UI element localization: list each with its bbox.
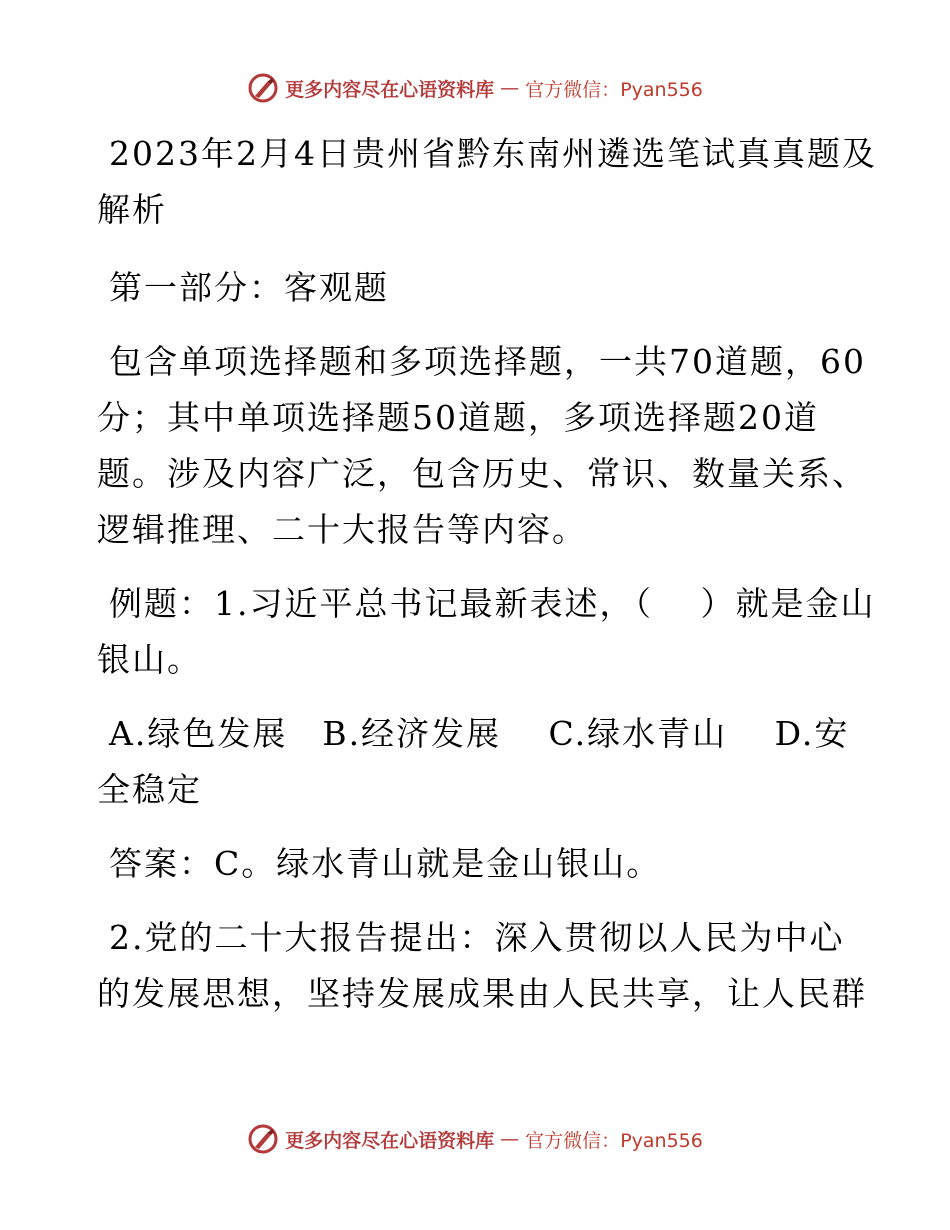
watermark-brand: 更多内容尽在心语资料库: [285, 78, 495, 101]
section-heading: 第一部分：客观题: [109, 268, 389, 307]
question-2: 2.党的二十大报告提出：深入贯彻以人民为中心的发展思想，坚持发展成果由人民共享，让人民群: [97, 918, 867, 1013]
watermark-contact-id: Pyan556: [620, 78, 703, 101]
document-body: [97, 126, 877, 1040]
watermark-dash: —: [500, 1128, 520, 1150]
watermark-contact-label: 官方微信：: [525, 1129, 621, 1152]
intro-paragraph: 包含单项选择题和多项选择题，一共70道题，60分；其中单项选择题50道题，多项选择题20道题。涉及内容广泛，包含历史、常识、数量关系、逻辑推理、二十大报告等内容。: [97, 342, 867, 549]
watermark-dash: —: [500, 77, 520, 99]
question-1-options: A.绿色发展 B.经济发展 C.绿水青山 D.安全稳定: [97, 714, 850, 809]
watermark-contact: [525, 75, 703, 102]
question-1: 例题：1.习近平总书记最新表述，（ ）就是金山银山。: [97, 584, 876, 679]
watermark-brand: 更多内容尽在心语资料库: [285, 1129, 495, 1152]
header-watermark: [0, 72, 950, 104]
watermark-contact-id: Pyan556: [620, 1129, 703, 1152]
footer-watermark: [0, 1123, 950, 1155]
question-1-answer: 答案：C。绿水青山就是金山银山。: [109, 844, 662, 883]
pen-logo-icon: [247, 72, 279, 104]
watermark-contact-label: 官方微信：: [525, 78, 621, 101]
pen-logo-icon: [247, 1123, 279, 1155]
watermark-contact: [525, 1126, 703, 1153]
document-title: 2023年2月4日贵州省黔东南州遴选笔试真真题及解析: [97, 134, 877, 229]
